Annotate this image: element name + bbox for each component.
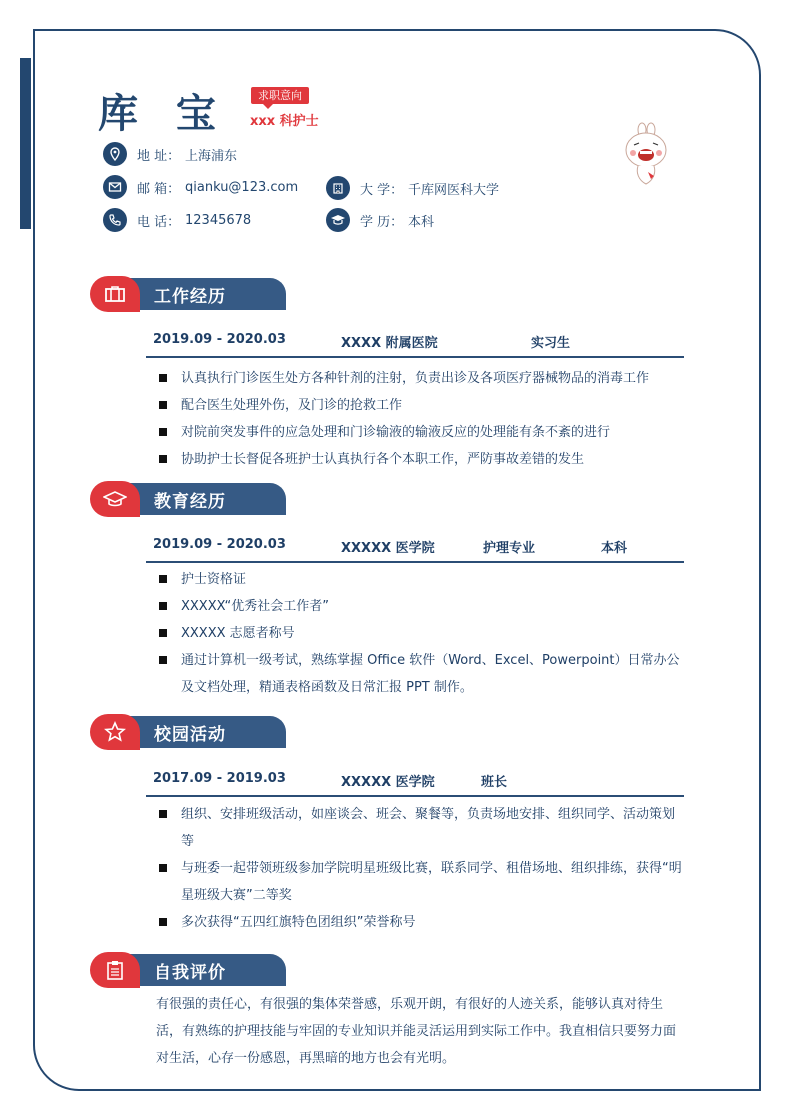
building-icon [326, 176, 350, 200]
education-section-header [90, 481, 287, 517]
education-degree: 本科 [601, 541, 628, 556]
list-item: 组织、安排班级活动，如座谈会、班会、聚餐等，负责场地安排、组织同学、活动策划等 [157, 801, 687, 855]
degree-row [326, 208, 434, 232]
campus-section-header [90, 714, 287, 750]
list-item: 护士资格证 [157, 566, 687, 593]
work-section-header [90, 276, 287, 312]
graduation-cap-icon [90, 481, 140, 517]
education-school: XXXXX 医学院 [341, 541, 435, 556]
job-target: xxx 科护士 [250, 114, 319, 129]
envelope-icon [103, 175, 127, 199]
education-divider [146, 561, 684, 563]
self-evaluation-text: 有很强的责任心，有很强的集体荣誉感，乐观开朗，有很好的人迹关系，能够认真对待生活，有熟练的护理技能与牢固的专业知识并能灵活运用到实际工作中。我直相信只要努力面对生活，心存一份感恩，再黑暗的地方也会有光明。 [156, 997, 677, 1066]
work-list [157, 365, 687, 473]
campus-date: 2017.09 - 2019.03 [153, 771, 286, 786]
email-value: qianku@123.com [185, 179, 299, 195]
left-accent-bar [20, 58, 31, 229]
list-item: 配合医生处理外伤，及门诊的抢救工作 [157, 392, 687, 419]
university-value: 千库网医科大学 [408, 182, 500, 198]
job-intention-tag: 求职意向 [251, 87, 309, 104]
list-item: XXXXX 志愿者称号 [157, 620, 687, 647]
list-item: 通过计算机一级考试，熟练掌握 Office 软件（Word、Excel、Powerpoint）日常办公及文档处理，精通表格函数及日常汇报 PPT 制作。 [157, 647, 687, 701]
briefcase-icon [90, 276, 140, 312]
clipboard-icon [90, 952, 140, 988]
degree-label: 学 历： [360, 214, 404, 230]
work-divider [146, 356, 684, 358]
self-section-title: 自我评价 [154, 963, 226, 983]
graduation-cap-icon [326, 208, 350, 232]
campus-list [157, 801, 687, 936]
education-major: 护理专业 [483, 541, 536, 556]
education-list [157, 566, 687, 701]
address-row [103, 142, 237, 166]
education-section-title: 教育经历 [154, 492, 226, 512]
address-label: 地 址： [137, 148, 181, 164]
avatar-cartoon-illustration [620, 122, 672, 194]
work-role: 实习生 [531, 336, 571, 351]
university-row [326, 176, 499, 200]
email-row [103, 175, 298, 199]
phone-row [103, 208, 251, 232]
campus-school: XXXXX 医学院 [341, 775, 435, 790]
campus-section-title: 校园活动 [154, 725, 226, 745]
list-item: 认真执行门诊医生处方各种针剂的注射，负责出诊及各项医疗器械物品的消毒工作 [157, 365, 687, 392]
phone-value: 12345678 [185, 212, 252, 228]
work-org: XXXX 附属医院 [341, 336, 438, 351]
self-section-header [90, 952, 287, 988]
star-icon [90, 714, 140, 750]
degree-value: 本科 [408, 214, 435, 230]
list-item: 与班委一起带领班级参加学院明星班级比赛，联系同学、租借场地、组织排练，获得“明星班级大赛”二等奖 [157, 855, 687, 909]
phone-label: 电 话： [137, 214, 181, 230]
list-item: 协助护士长督促各班护士认真执行各个本职工作，严防事故差错的发生 [157, 446, 687, 473]
phone-icon [103, 208, 127, 232]
education-date: 2019.09 - 2020.03 [153, 537, 286, 552]
email-label: 邮 箱： [137, 181, 181, 197]
list-item: XXXXX“优秀社会工作者” [157, 593, 687, 620]
address-value: 上海浦东 [185, 148, 238, 164]
location-pin-icon [103, 142, 127, 166]
university-label: 大 学： [360, 182, 404, 198]
list-item: 对院前突发事件的应急处理和门诊输液的输液反应的处理能有条不紊的进行 [157, 419, 687, 446]
campus-divider [146, 795, 684, 797]
campus-role: 班长 [481, 775, 508, 790]
candidate-name: 库 宝 [98, 91, 228, 137]
work-section-title: 工作经历 [154, 287, 226, 307]
work-date: 2019.09 - 2020.03 [153, 332, 286, 347]
list-item: 多次获得“五四红旗特色团组织”荣誉称号 [157, 909, 687, 936]
